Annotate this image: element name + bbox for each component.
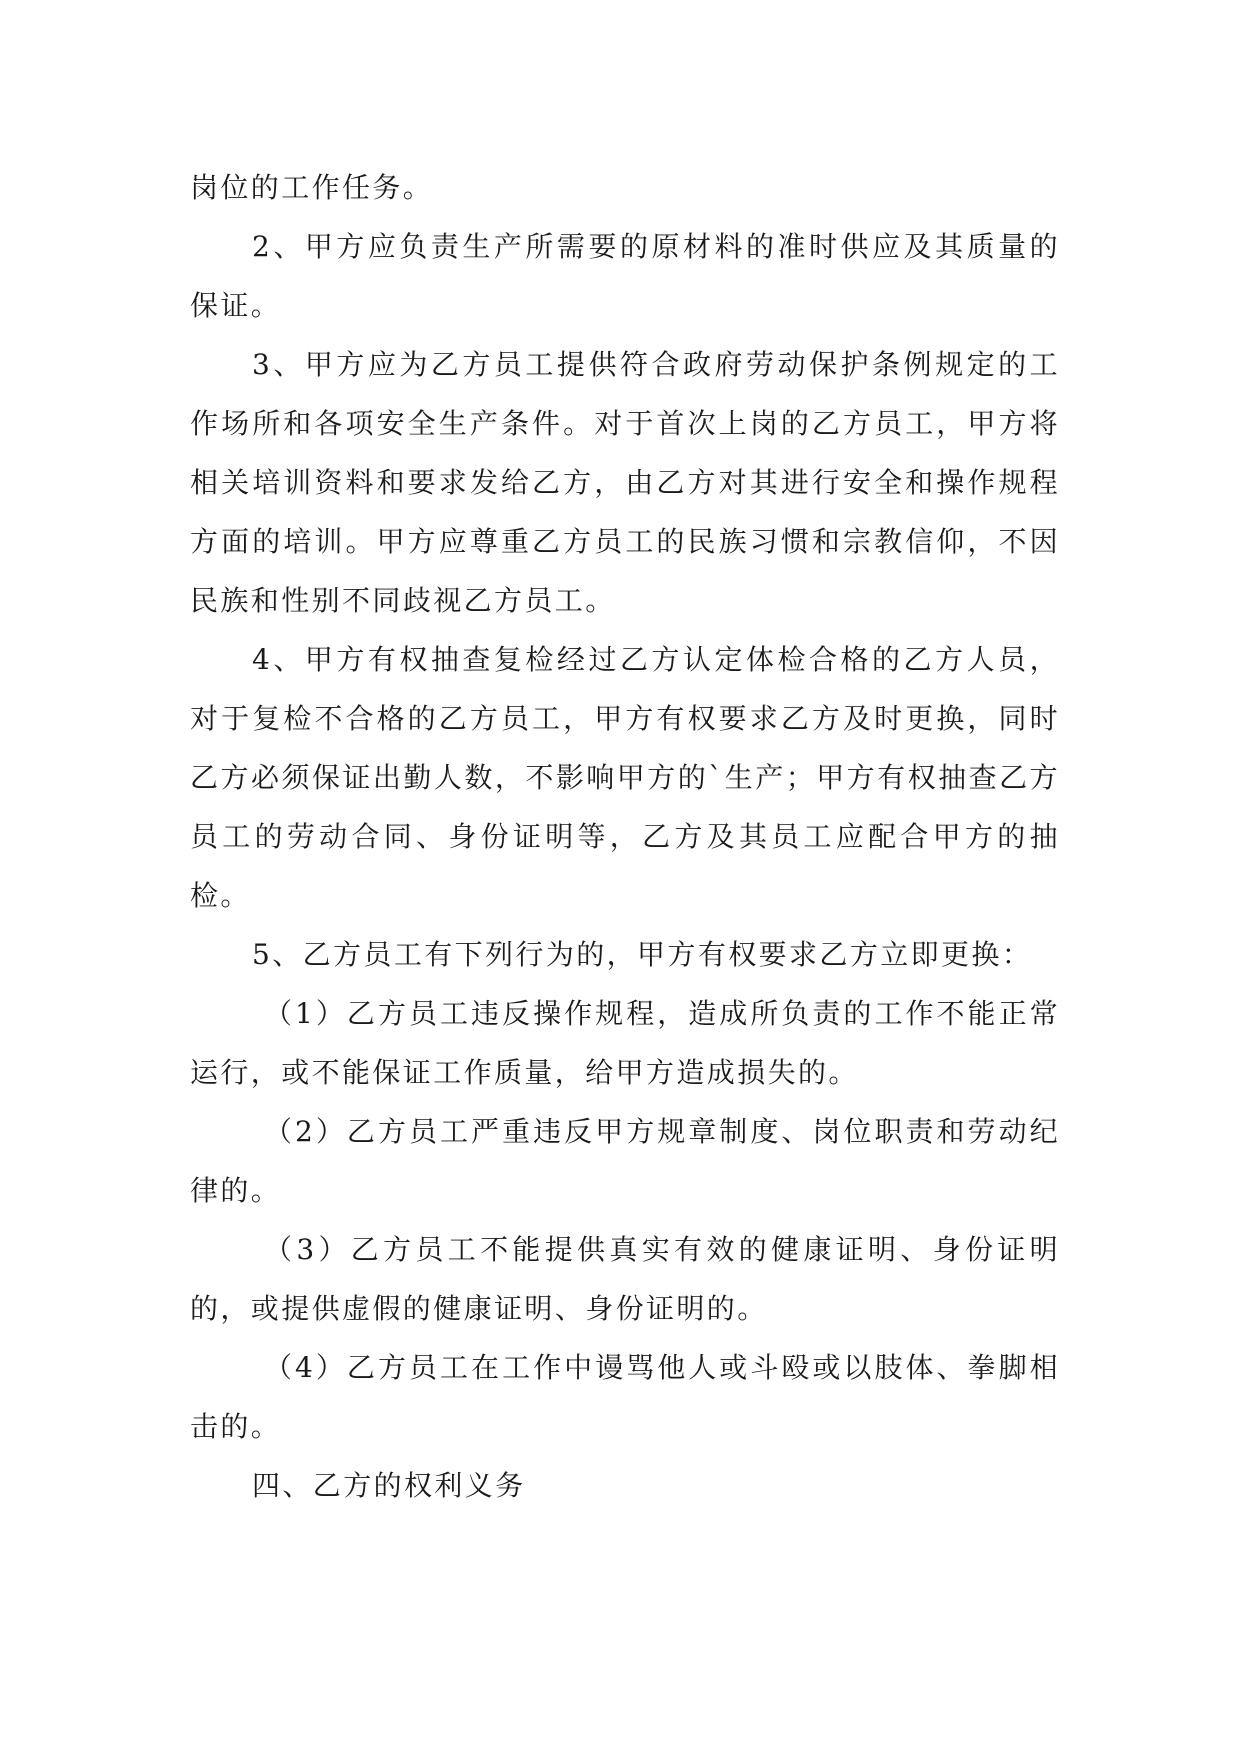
paragraph-clause-5: 5、乙方员工有下列行为的，甲方有权要求乙方立即更换： [252,938,1033,971]
paragraph-clause-2: 2、甲方应负责生产所需要的原材料的准时供应及其质量的保证。 [190,230,1060,322]
document-body [190,158,1060,1515]
paragraph-continuation: 岗位的工作任务。 [190,171,434,204]
paragraph-clause-4: 4、甲方有权抽查复检经过乙方认定体检合格的乙方人员，对于复检不合格的乙方员工，甲方有权要求乙方及时更换，同时乙方必须保证出勤人数，不影响甲方的`生产；甲方有权抽查乙方员工的劳动合同、身份证明等，乙方及其员工应配合甲方的抽检。 [190,643,1060,912]
paragraph-item-2: （2）乙方员工严重违反甲方规章制度、岗位职责和劳动纪律的。 [190,1115,1060,1207]
paragraph-clause-3: 3、甲方应为乙方员工提供符合政府劳动保护条例规定的工作场所和各项安全生产条件。对于首次上岗的乙方员工，甲方将相关培训资料和要求发给乙方，由乙方对其进行安全和操作规程方面的培训。甲方应尊重乙方员工的民族习惯和宗教信仰，不因民族和性别不同歧视乙方员工。 [190,348,1060,617]
paragraph-item-4: （4）乙方员工在工作中谩骂他人或斗殴或以肢体、拳脚相击的。 [190,1351,1060,1443]
paragraph-item-1: （1）乙方员工违反操作规程，造成所负责的工作不能正常运行，或不能保证工作质量，给甲方造成损失的。 [190,997,1060,1089]
section-heading-party-b-rights: 四、乙方的权利义务 [252,1469,526,1502]
paragraph-item-3: （3）乙方员工不能提供真实有效的健康证明、身份证明的，或提供虚假的健康证明、身份证明的。 [190,1233,1060,1325]
